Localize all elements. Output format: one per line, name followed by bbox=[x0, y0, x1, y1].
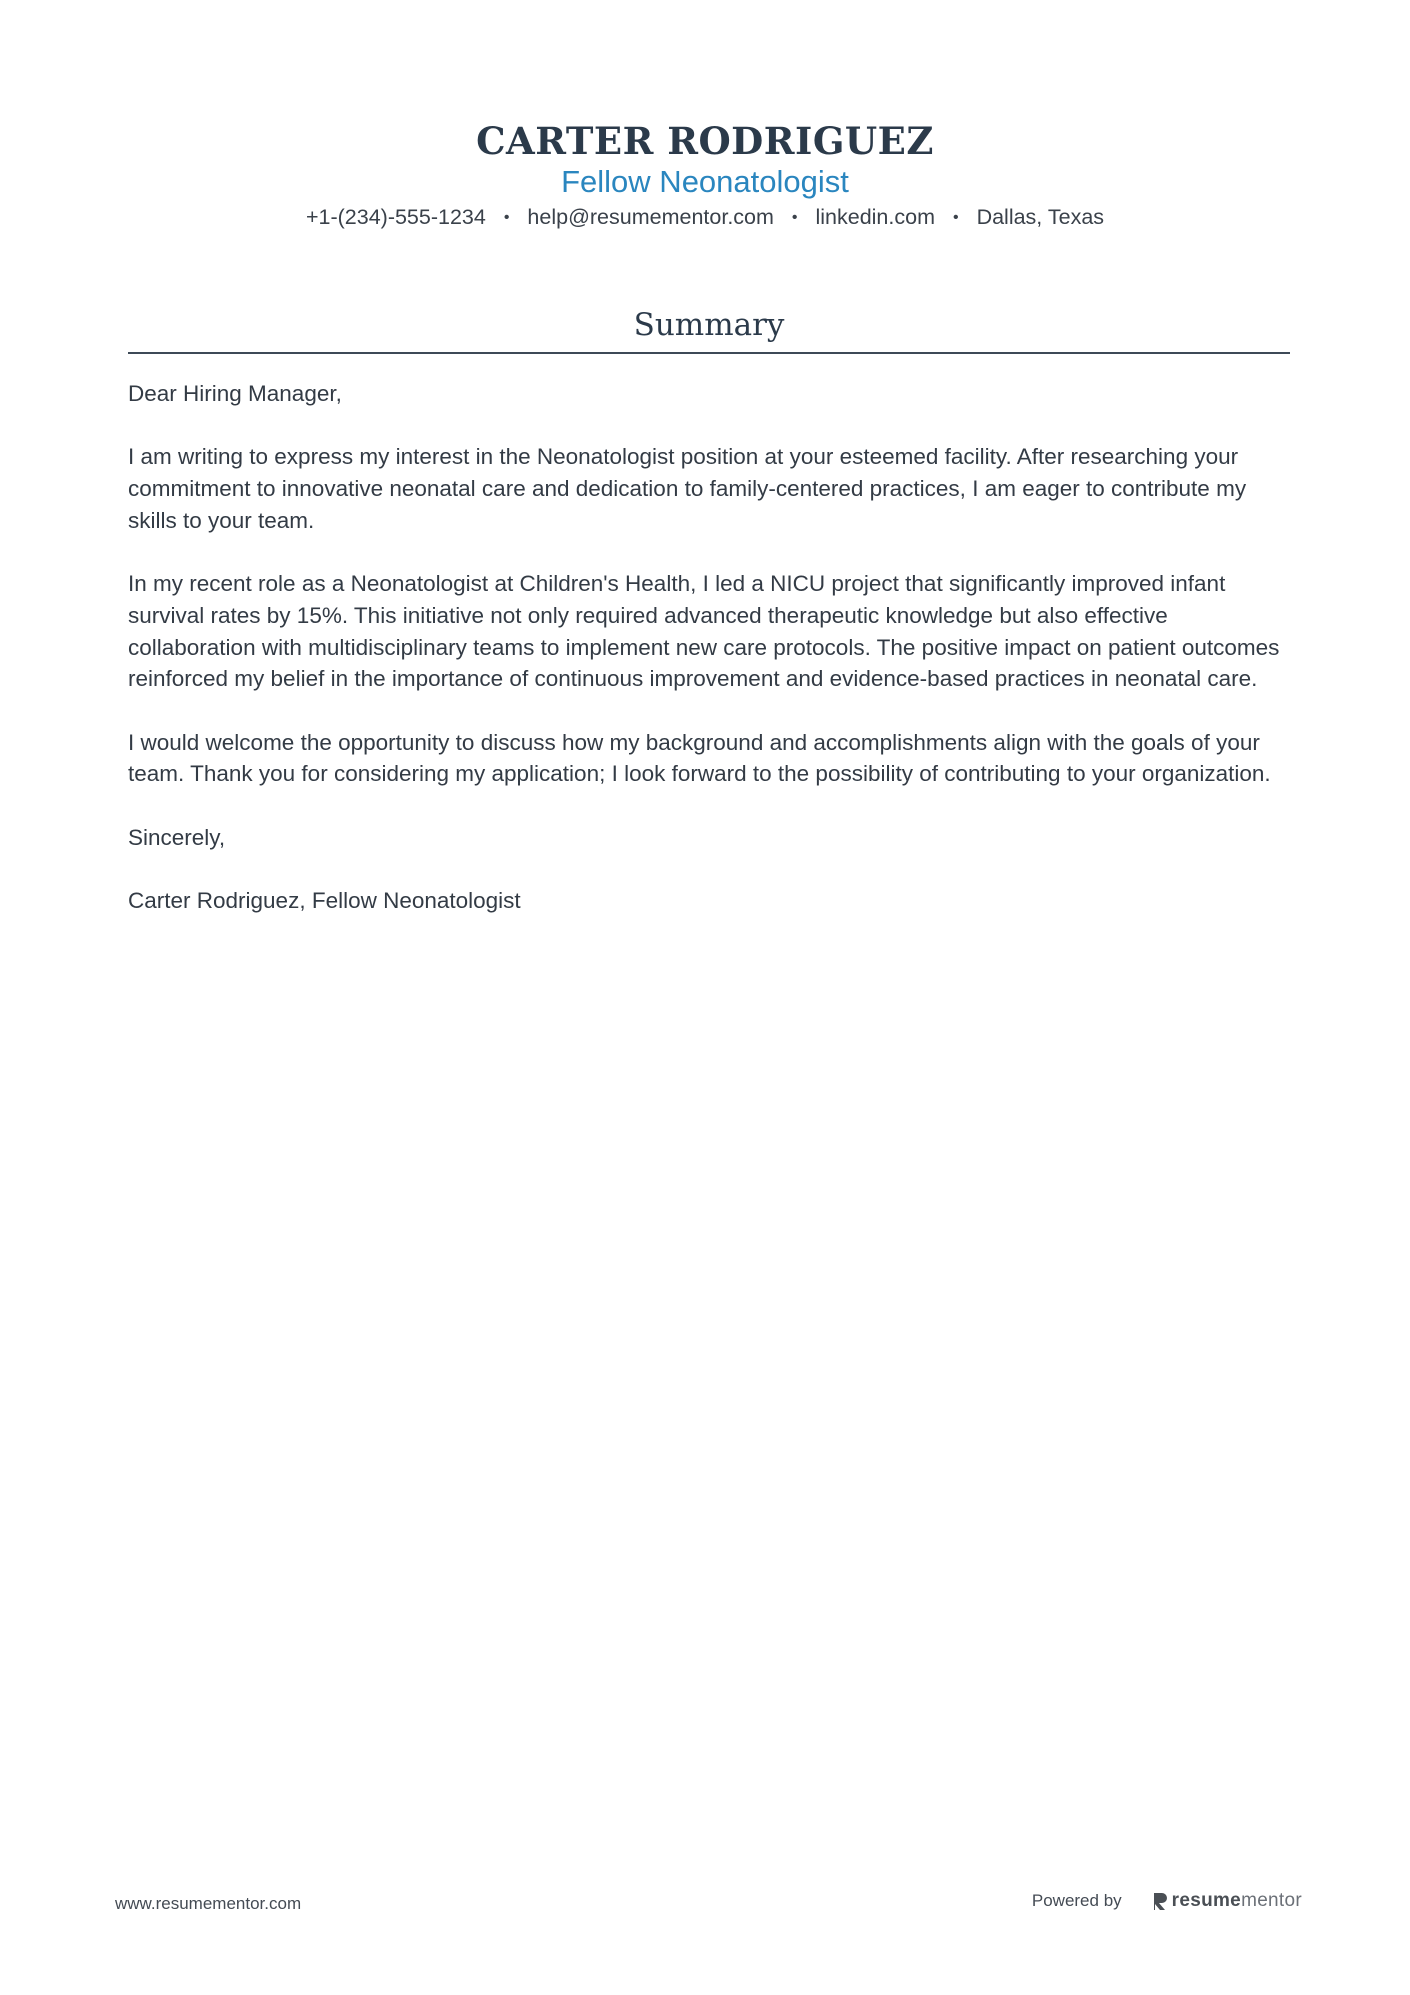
section-title-summary: Summary bbox=[633, 307, 785, 343]
resumementor-logo-icon bbox=[1152, 1891, 1168, 1911]
separator-dot: • bbox=[952, 209, 959, 226]
brand-name-bold: resume bbox=[1171, 1890, 1242, 1911]
contact-line bbox=[0, 202, 1410, 233]
letter-paragraph: In my recent role as a Neonatologist at Children's Health, I led a NICU project that significantly improved infant survival rates by 15%. This initiative not only required advanced therapeutic knowledge but also effective collaboration with multidisciplinary teams to implement new care protocols. The positive impact on patient outcomes reinforced my belief in the importance of continuous improvement and evidence-based practices in neonatal care. bbox=[128, 571, 1280, 692]
contact-location: Dallas, Texas bbox=[976, 205, 1105, 229]
footer-website-link[interactable]: www.resumementor.com bbox=[115, 1894, 302, 1913]
letter-paragraph: I would welcome the opportunity to discuss how my background and accomplishments align with the goals of your team. Thank you for considering my application; I look forward to the possibility of contributing to your organization. bbox=[128, 729, 1271, 787]
separator-dot: • bbox=[503, 209, 510, 226]
letter-greeting: Dear Hiring Manager, bbox=[128, 381, 342, 406]
contact-email[interactable]: help@resumementor.com bbox=[527, 205, 774, 229]
letter-closing: Sincerely, bbox=[128, 824, 226, 850]
job-title: Fellow Neonatologist bbox=[561, 164, 849, 199]
section-divider bbox=[128, 352, 1290, 354]
letter-signature: Carter Rodriguez, Fellow Neonatologist bbox=[128, 888, 521, 914]
powered-by-label: Powered by bbox=[1031, 1891, 1122, 1910]
letter-paragraph: I am writing to express my interest in the Neonatologist position at your esteemed facility. After researching your commitment to innovative neonatal care and dedication to family-centered practices, I am eager to contribute my skills to your team. bbox=[128, 444, 1247, 533]
cover-letter-body bbox=[128, 378, 1290, 949]
candidate-name: CARTER RODRIGUEZ bbox=[476, 119, 934, 163]
separator-dot: • bbox=[791, 209, 798, 226]
resume-header bbox=[0, 118, 1410, 233]
contact-linkedin[interactable]: linkedin.com bbox=[815, 205, 935, 229]
brand-name-light: mentor bbox=[1241, 1890, 1302, 1911]
brand-logo[interactable] bbox=[1152, 1890, 1302, 1912]
contact-phone: +1-(234)-555-1234 bbox=[305, 205, 486, 229]
footer-branding bbox=[1032, 1890, 1302, 1912]
